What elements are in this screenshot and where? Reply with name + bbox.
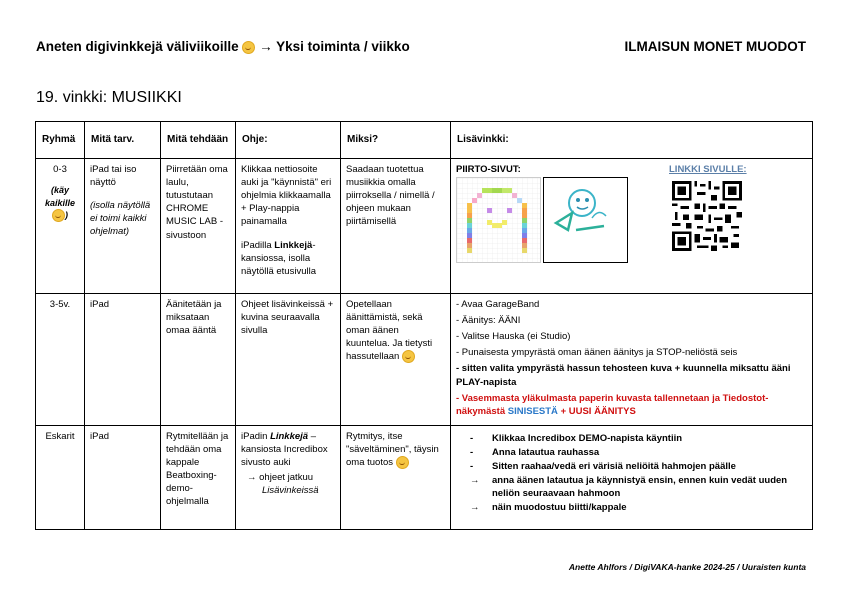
cell-miksi: Saadaan tuotettua musiikkia omalla piirroksella / nimellä / ohjeen mukaan piirtämisellä bbox=[341, 159, 451, 294]
garageband-steps bbox=[456, 298, 807, 418]
cell-lisa bbox=[451, 425, 813, 529]
cell-miksi: Rytmitys, itse "säveltäminen", täysin oma tuotos bbox=[341, 425, 451, 529]
cell-tehdaan: Äänitetään ja miksataan omaa ääntä bbox=[161, 294, 236, 426]
link-to-site[interactable]: LINKKI SIVULLE: bbox=[669, 164, 747, 175]
header-left bbox=[36, 39, 410, 54]
header-right-title: ILMAISUN MONET MUODOT bbox=[624, 39, 806, 54]
piirto-label: PIIRTO-SIVUT: bbox=[456, 164, 521, 175]
page-title: 19. vinkki: MUSIIKKI bbox=[36, 89, 182, 106]
cell-miksi: Opetellaan äänittämistä, sekä oman äänen kuuntelua. Ja tietysti hassutellaan bbox=[341, 294, 451, 426]
list-item: - sitten valita ympyrästä hassun tehosteen kuva + kuunnella miksattu ääni PLAY-napista bbox=[456, 363, 791, 388]
list-item: - Äänitys: ÄÄNI bbox=[456, 315, 521, 327]
cell-tarv: iPad tai iso näyttö (isolla näytöllä ei toimi kaikki ohjelmat) bbox=[85, 159, 161, 294]
header-left-subtitle: Yksi toiminta / viikko bbox=[276, 39, 410, 54]
cell-ohje: iPadin Linkkejä – kansiosta Incredibox sivusto auki → ohjeet jatkuu Lisävinkeissä bbox=[236, 425, 341, 529]
cell-ryhma: 0-3 (käy kaikille ) bbox=[36, 159, 85, 294]
doodle-drawing-image bbox=[543, 177, 628, 263]
pixel-drawing-image bbox=[456, 177, 541, 263]
header-left-title: Aneten digivinkkejä väliviikoille bbox=[36, 39, 239, 54]
cell-tehdaan: Piirretään oma laulu, tutustutaan CHROME MUSIC LAB -sivustoon bbox=[161, 159, 236, 294]
qr-code-icon[interactable] bbox=[672, 181, 742, 251]
list-item: - Klikkaa Incredibox DEMO-napista käyntiin bbox=[470, 432, 683, 444]
header-ryhma: Ryhmä bbox=[36, 122, 85, 159]
cell-tarv: iPad bbox=[85, 425, 161, 529]
tarv-note: (isolla näytöllä ei toimi kaikki ohjelmat) bbox=[90, 200, 151, 238]
table-header-row bbox=[36, 122, 813, 159]
list-item: - Punaisesta ympyrästä oman äänen äänitys ja STOP-neliöstä seis bbox=[456, 347, 738, 359]
cell-ohje: Ohjeet lisävinkeissä + kuvina seuraavalla sivulla bbox=[236, 294, 341, 426]
list-item: → näin muodostuu biitti/kappale bbox=[470, 502, 627, 514]
list-item: - Avaa GarageBand bbox=[456, 299, 540, 310]
smiling-face-icon bbox=[52, 209, 65, 222]
list-item: - Anna latautua rauhassa bbox=[470, 446, 600, 458]
header-tarv: Mitä tarv. bbox=[85, 122, 161, 159]
table-row bbox=[36, 294, 813, 426]
table-row bbox=[36, 159, 813, 294]
ryhma-note: (käy kaikille ) bbox=[41, 184, 79, 222]
smiling-face-icon bbox=[396, 456, 409, 469]
cell-tehdaan: Rytmitellään ja tehdään oma kappale Beatboxing-demo-ohjelmalla bbox=[161, 425, 236, 529]
list-item: - Vasemmasta yläkulmasta paperin kuvasta tallennetaan ja Tiedostot-näkymästä SINISESTÄ + UUSI ÄÄNITYS bbox=[456, 392, 769, 417]
cell-tarv: iPad bbox=[85, 294, 161, 426]
footer-credit: Anette Ahlfors / DigiVAKA-hanke 2024-25 / Uuraisten kunta bbox=[568, 562, 806, 572]
tips-table bbox=[35, 121, 813, 530]
arrow: → bbox=[259, 39, 273, 54]
header-ohje: Ohje: bbox=[236, 122, 341, 159]
cell-lisa bbox=[451, 294, 813, 426]
list-item: → anna äänen latautua ja käynnistyä ensin, ennen kuin vedät uuden neliön seuraavaan hahmoon bbox=[470, 475, 788, 500]
cell-ryhma: 3-5v. bbox=[36, 294, 85, 426]
header-miksi: Miksi? bbox=[341, 122, 451, 159]
smiling-face-icon bbox=[402, 350, 415, 363]
cell-ohje: Klikkaa nettiosoite auki ja "käynnistä" eri ohjelmia klikkaamalla + Play-nappia painamalla iPadilla Linkkejä-kansiossa, isolla näytöllä etusivulla bbox=[236, 159, 341, 294]
table-row bbox=[36, 425, 813, 529]
list-item: - Sitten raahaa/vedä eri värisiä neliöitä hahmojen päälle bbox=[470, 461, 736, 473]
header-tehdaan: Mitä tehdään bbox=[161, 122, 236, 159]
header-lisa: Lisävinkki: bbox=[451, 122, 813, 159]
cell-ryhma: Eskarit bbox=[36, 425, 85, 529]
smiling-face-icon bbox=[242, 41, 255, 54]
incredibox-steps bbox=[470, 432, 807, 515]
cell-lisa bbox=[451, 159, 813, 294]
list-item: - Valitse Hauska (ei Studio) bbox=[456, 331, 571, 343]
